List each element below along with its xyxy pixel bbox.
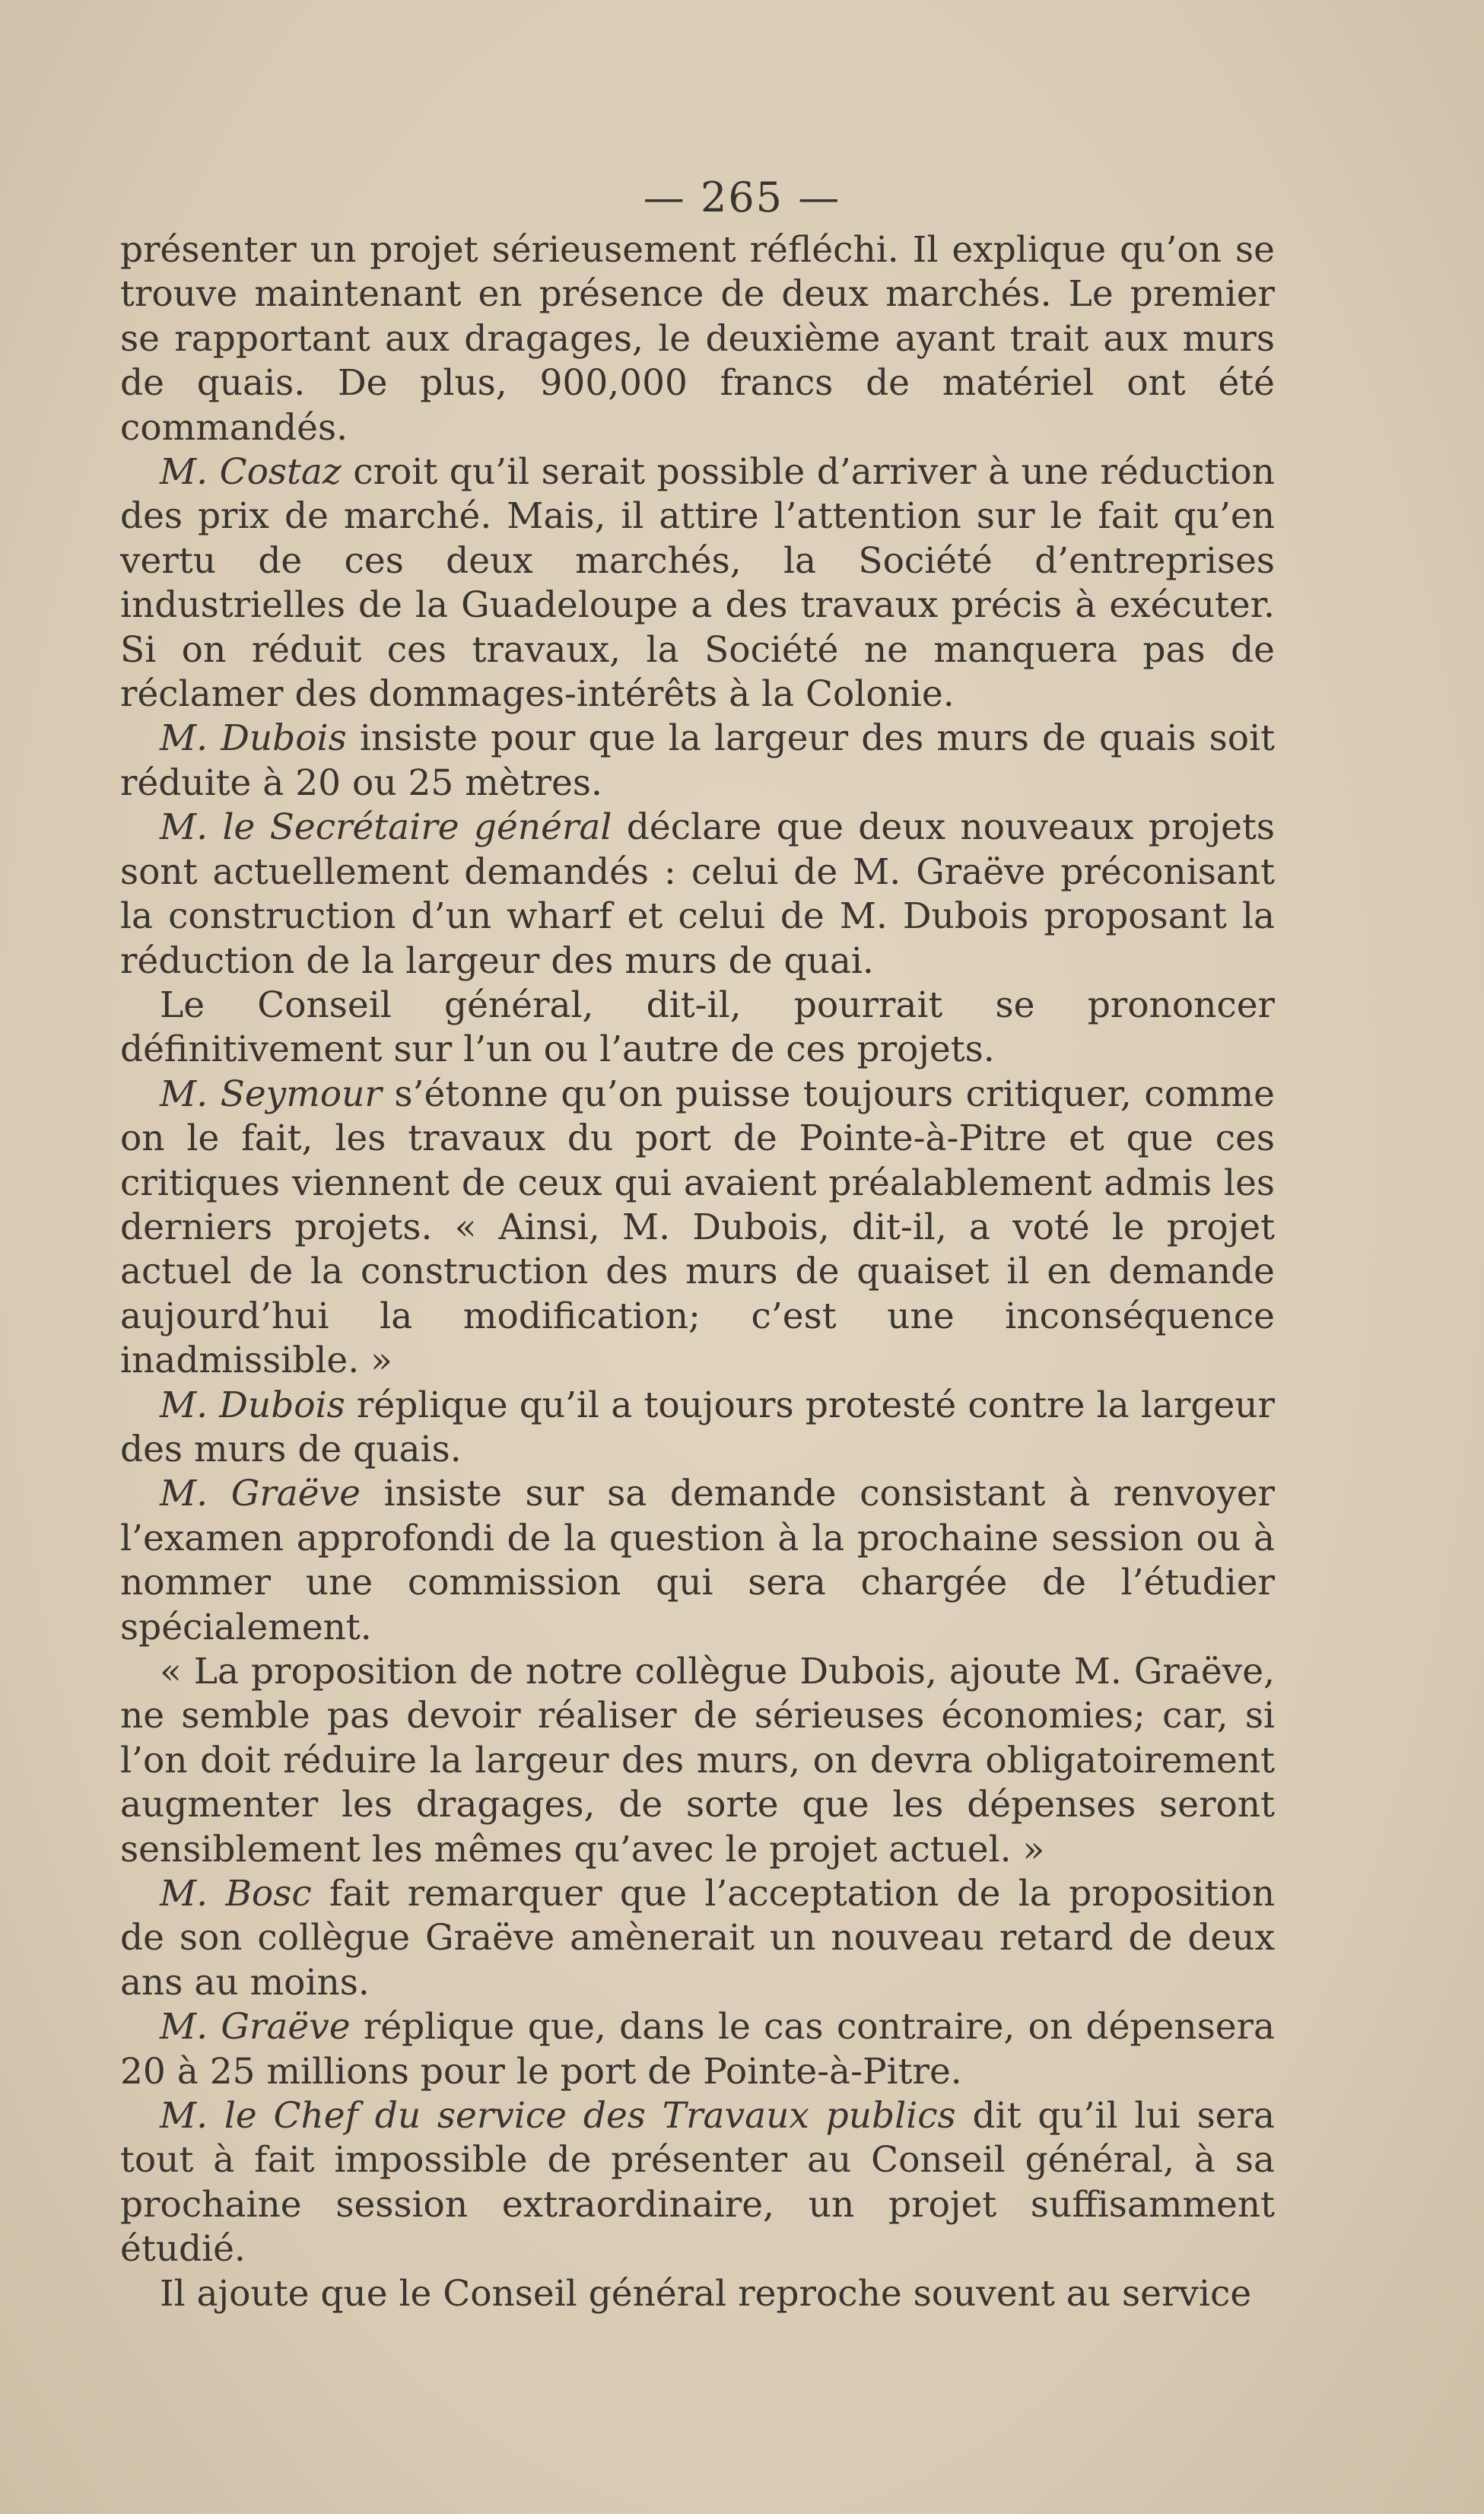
paragraph (120, 984, 1275, 1073)
speaker-name: M. Dubois (160, 1384, 345, 1426)
paragraph-text: « La proposition de notre collègue Dubois, ajoute M. Graëve, ne semble pas devoir réaliser de sérieuses économies; car, si l’on doit réduire la largeur des murs, on devra obligatoirement augmenter les dragages, de sorte que les dépenses seront sensiblement les mêmes qu’avec le projet actuel. » (120, 1651, 1275, 1870)
speaker-name: M. Costaz (160, 451, 342, 494)
paragraph-text: réplique qu’il a toujours protesté contre la largeur des murs de quais. (120, 1384, 1275, 1470)
paragraph (120, 2094, 1275, 2272)
paragraph (120, 1073, 1275, 1384)
speaker-name: M. Graëve (160, 1473, 361, 1515)
paragraph-text: présenter un projet sérieusement réfléchi. Il explique qu’on se trouve maintenant en présence de deux marchés. Le premier se rapportant aux dragages, le deuxième ayant trait aux murs de quais. De plus, 900,000 francs de matériel ont été commandés. (120, 229, 1275, 449)
paragraph-text: insiste sur sa demande consistant à renvoyer l’examen approfondi de la question à la prochaine session ou à nommer une commission qui sera chargée de l’étudier spécialement. (120, 1473, 1276, 1648)
page-number: — 265 — (643, 173, 841, 221)
paragraph (120, 2272, 1275, 2316)
paragraph-text: croit qu’il serait possible d’arriver à une réduction des prix de marché. Mais, il attire l’attention sur le fait qu’en vertu de ces deux marchés, la Société d’entreprises industrielles de la Guadeloupe a des travaux précis à exécuter. Si on réduit ces travaux, la Société ne manquera pas de réclamer des dommages-intérêts à la Colonie. (120, 451, 1276, 716)
paragraph (120, 717, 1275, 806)
speaker-name: M. Bosc (160, 1873, 312, 1915)
paragraph-text: déclare que deux nouveaux projets sont actuellement demandés : celui de M. Graëve préconisant la construction d’un wharf et celui de M. Dubois proposant la réduction de la largeur des murs de quai. (120, 806, 1275, 982)
paragraph (120, 1872, 1275, 2005)
paragraph-text: insiste pour que la largeur des murs de quais soit réduite à 20 ou 25 mètres. (120, 717, 1275, 804)
paragraph-text: fait remarquer que l’acceptation de la proposition de son collègue Graëve amènerait un nouveau retard de deux ans au moins. (120, 1873, 1275, 2004)
paragraph-text: dit qu’il lui sera tout à fait impossible de présenter au Conseil général, à sa prochaine session extraordinaire, un projet suffisamment étudié. (120, 2095, 1275, 2271)
paragraph (120, 2005, 1275, 2094)
paragraph (120, 1472, 1275, 1650)
speaker-name: M. le Secrétaire général (160, 806, 612, 849)
paragraph (120, 1650, 1275, 1872)
paragraph-text: s’étonne qu’on puisse toujours critiquer, comme on le fait, les travaux du port de Pointe-à-Pitre et que ces critiques viennent de ceux qui avaient préalablement admis les derniers projets. « Ainsi, M. Dubois, dit-il, a voté le projet actuel de la construction des murs de quaiset il en demande aujourd’hui la modification; c’est une inconséquence inadmissible. » (120, 1073, 1275, 1382)
paragraph (120, 450, 1275, 717)
paragraph (120, 806, 1275, 984)
paragraph-text: Le Conseil général, dit-il, pourrait se prononcer définitivement sur l’un ou l’autre de ces projets. (120, 984, 1275, 1071)
speaker-name: M. Graëve (160, 2006, 351, 2048)
speaker-name: M. le Chef du service des Travaux publics (160, 2095, 956, 2137)
paragraph (120, 1384, 1275, 1473)
body-text (120, 228, 1275, 2316)
paragraph (120, 228, 1275, 450)
paragraph-text: réplique que, dans le cas contraire, on dépensera 20 à 25 millions pour le port de Pointe-à-Pitre. (120, 2006, 1276, 2093)
speaker-name: M. Dubois (160, 717, 347, 760)
paragraph-text: Il ajoute que le Conseil général reproche souvent au service (160, 2272, 1252, 2315)
speaker-name: M. Seymour (160, 1073, 382, 1115)
